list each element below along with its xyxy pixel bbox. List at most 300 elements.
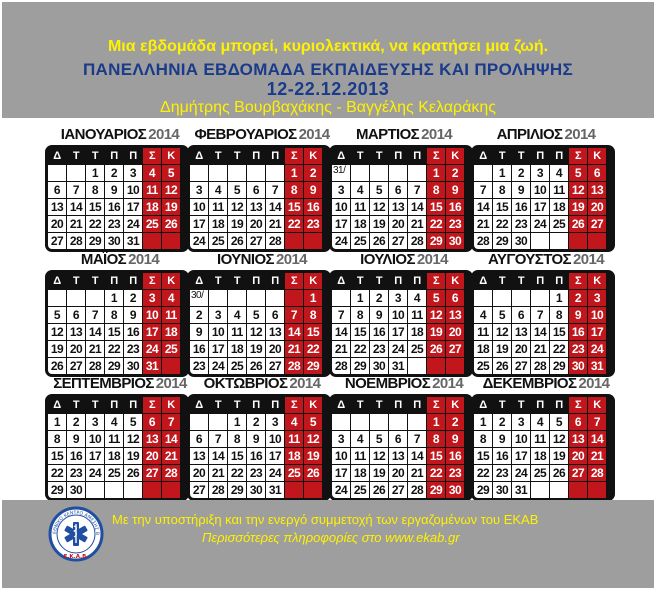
empty-day-cell	[427, 358, 445, 374]
week-row	[48, 324, 186, 341]
day-cell: 23	[446, 216, 464, 232]
month-title	[182, 250, 342, 270]
day-cell: 1	[105, 290, 123, 306]
day-cell: 20	[48, 216, 66, 232]
week-row	[332, 182, 470, 199]
day-cell: 3	[512, 414, 530, 430]
day-cell: 18	[228, 341, 246, 357]
day-cell: 13	[266, 324, 284, 340]
month-grid	[187, 394, 331, 501]
weekday-label: Τ	[493, 397, 511, 413]
weekday-header	[332, 148, 470, 165]
weekday-label: Κ	[304, 273, 322, 289]
weekday-label: Τ	[370, 148, 388, 164]
day-cell: 9	[370, 307, 388, 323]
day-cell: 12	[162, 182, 180, 198]
weekday-header	[190, 273, 328, 290]
day-cell: 18	[285, 448, 303, 464]
day-cell: 5	[370, 182, 388, 198]
month-grid	[187, 270, 331, 377]
day-cell: 5	[569, 165, 587, 181]
month-title	[466, 374, 626, 394]
month-title	[40, 250, 200, 270]
day-cell: 27	[143, 465, 161, 481]
day-cell: 30	[446, 482, 464, 498]
week-row	[332, 482, 470, 498]
month-name: ΑΠΡΙΛΙΟΣ	[496, 126, 563, 143]
day-cell: 2	[446, 165, 464, 181]
month-calendar	[40, 250, 200, 377]
day-cell: 14	[408, 199, 426, 215]
empty-day-cell	[389, 165, 407, 181]
weekday-label: Π	[247, 397, 265, 413]
day-cell: 14	[162, 431, 180, 447]
day-cell: 26	[124, 465, 142, 481]
weekday-header	[48, 148, 186, 165]
day-cell: 27	[190, 482, 208, 498]
day-cell: 26	[550, 465, 568, 481]
day-cell: 12	[247, 324, 265, 340]
day-cell: 13	[569, 431, 587, 447]
day-cell: 19	[370, 465, 388, 481]
day-cell: 28	[209, 482, 227, 498]
day-cell: 25	[408, 341, 426, 357]
day-cell: 28	[531, 358, 549, 374]
day-cell: 10	[332, 448, 350, 464]
day-cell: 13	[247, 199, 265, 215]
authors: Δημήτρης Βουρβαχάκης - Βαγγέλης Κελαράκης	[160, 99, 496, 116]
day-cell: 6	[143, 414, 161, 430]
weekday-label: Τ	[512, 397, 530, 413]
weekday-label: Σ	[285, 273, 303, 289]
week-row	[332, 431, 470, 448]
day-cell: 9	[304, 182, 322, 198]
day-cell: 2	[247, 414, 265, 430]
day-cell: 5	[427, 290, 445, 306]
logo-ring-text: ΕΘΝΙΚΟ ΚΕΝΤΡΟ ΑΜΕΣΗΣ Β	[52, 510, 100, 536]
week-row	[332, 307, 470, 324]
day-cell: 14	[285, 324, 303, 340]
empty-day-cell	[304, 233, 322, 249]
day-cell: 22	[493, 216, 511, 232]
weekday-label: Κ	[162, 273, 180, 289]
day-cell: 15	[493, 199, 511, 215]
day-cell: 29	[351, 358, 369, 374]
weekday-label: Κ	[446, 273, 464, 289]
day-cell: 24	[588, 341, 606, 357]
weekday-label: Π	[105, 397, 123, 413]
day-cell: 22	[427, 216, 445, 232]
weekday-label: Σ	[569, 273, 587, 289]
month-calendar	[182, 250, 342, 377]
day-cell: 8	[304, 307, 322, 323]
day-cell: 2	[190, 307, 208, 323]
day-cell: 26	[162, 216, 180, 232]
empty-day-cell	[285, 290, 303, 306]
weekday-label: Σ	[143, 148, 161, 164]
empty-day-cell	[67, 290, 85, 306]
day-cell: 5	[48, 307, 66, 323]
day-cell: 27	[48, 233, 66, 249]
day-cell: 24	[332, 233, 350, 249]
month-name: ΙΑΝΟΥΑΡΙΟΣ	[60, 126, 147, 143]
day-cell: 12	[370, 448, 388, 464]
day-cell: 5	[550, 414, 568, 430]
weekday-label: Π	[266, 273, 284, 289]
empty-day-cell	[48, 290, 66, 306]
week-row	[190, 307, 328, 324]
day-cell: 16	[512, 199, 530, 215]
day-cell: 10	[86, 431, 104, 447]
day-cell: 28	[408, 482, 426, 498]
day-cell: 25	[351, 233, 369, 249]
weekday-label: Π	[266, 148, 284, 164]
month-title	[182, 125, 342, 145]
day-cell: 19	[162, 199, 180, 215]
weekday-header	[190, 397, 328, 414]
weekday-label: Π	[550, 148, 568, 164]
day-cell: 8	[550, 307, 568, 323]
day-cell: 1	[427, 414, 445, 430]
weekday-label: Κ	[446, 397, 464, 413]
week-row	[48, 216, 186, 233]
day-cell: 24	[190, 233, 208, 249]
day-cell: 18	[351, 216, 369, 232]
week-row	[48, 414, 186, 431]
day-cell: 2	[124, 290, 142, 306]
day-cell: 19	[304, 448, 322, 464]
weekday-label: Τ	[86, 397, 104, 413]
month-year: 2014	[289, 375, 321, 392]
day-cell: 3	[531, 165, 549, 181]
day-cell: 15	[427, 199, 445, 215]
weekday-label: Κ	[588, 148, 606, 164]
month-title	[324, 374, 484, 394]
day-cell: 7	[332, 307, 350, 323]
day-cell: 31	[512, 482, 530, 498]
empty-day-cell	[228, 165, 246, 181]
day-cell: 7	[209, 431, 227, 447]
weekday-label: Κ	[588, 273, 606, 289]
day-cell: 5	[304, 414, 322, 430]
day-cell: 20	[569, 448, 587, 464]
weekday-label: Τ	[209, 148, 227, 164]
empty-day-cell	[190, 414, 208, 430]
empty-day-cell	[512, 290, 530, 306]
weekday-header	[48, 397, 186, 414]
month-name: ΑΥΓΟΥΣΤΟΣ	[488, 251, 571, 268]
empty-day-cell	[86, 482, 104, 498]
day-cell: 27	[389, 482, 407, 498]
empty-day-cell	[351, 414, 369, 430]
day-cell: 24	[266, 465, 284, 481]
week-row	[190, 341, 328, 358]
day-cell: 11	[531, 431, 549, 447]
day-cell: 13	[143, 431, 161, 447]
day-cell: 26	[48, 358, 66, 374]
empty-day-cell	[588, 482, 606, 498]
day-cell: 9	[67, 431, 85, 447]
weekday-label: Τ	[512, 273, 530, 289]
day-cell: 31	[588, 358, 606, 374]
empty-day-cell	[569, 482, 587, 498]
day-cell: 1	[351, 290, 369, 306]
day-cell: 15	[285, 199, 303, 215]
day-cell: 30	[124, 358, 142, 374]
day-cell: 10	[332, 199, 350, 215]
weekday-label: Τ	[512, 148, 530, 164]
empty-day-cell	[304, 482, 322, 498]
day-cell: 15	[351, 324, 369, 340]
day-cell: 13	[190, 448, 208, 464]
day-cell: 4	[209, 182, 227, 198]
day-cell: 19	[48, 341, 66, 357]
sponsor-text: Με την υποστήριξη και την ενεργό συμμετοχή των εργαζομένων του ΕΚΑΒ	[112, 512, 539, 527]
month-grid	[329, 394, 473, 501]
day-cell: 14	[209, 448, 227, 464]
day-cell: 1	[48, 414, 66, 430]
weekday-label: Δ	[190, 148, 208, 164]
week-row	[48, 431, 186, 448]
day-cell: 31	[266, 482, 284, 498]
day-cell: 18	[162, 324, 180, 340]
day-cell: 21	[408, 465, 426, 481]
day-cell: 16	[304, 199, 322, 215]
day-cell: 7	[86, 307, 104, 323]
weekday-label: Τ	[86, 273, 104, 289]
day-cell: 1	[86, 165, 104, 181]
weekday-label: Τ	[370, 397, 388, 413]
info-link[interactable]: Περισσότερες πληροφορίες στο www.ekab.gr	[202, 530, 460, 545]
weekday-header	[474, 273, 612, 290]
weekday-label: Σ	[427, 397, 445, 413]
day-cell: 27	[67, 358, 85, 374]
day-cell: 6	[266, 307, 284, 323]
weekday-header	[332, 273, 470, 290]
day-cell: 24	[389, 341, 407, 357]
day-cell: 30	[370, 358, 388, 374]
weekday-label: Τ	[209, 397, 227, 413]
day-cell: 8	[351, 307, 369, 323]
week-row	[48, 307, 186, 324]
logo-abbr: Ε.Κ.Α.Β.	[63, 554, 89, 560]
weekday-label: Κ	[304, 148, 322, 164]
day-cell: 28	[86, 358, 104, 374]
day-cell: 11	[550, 182, 568, 198]
empty-day-cell	[143, 233, 161, 249]
day-cell: 10	[588, 307, 606, 323]
day-cell: 22	[351, 341, 369, 357]
week-row	[332, 199, 470, 216]
day-cell: 29	[493, 233, 511, 249]
day-cell: 22	[48, 465, 66, 481]
day-cell: 19	[493, 341, 511, 357]
month-title	[40, 125, 200, 145]
month-calendar	[466, 250, 626, 377]
weekday-label: Σ	[427, 273, 445, 289]
day-cell: 19	[228, 216, 246, 232]
week-row	[190, 233, 328, 249]
day-cell: 20	[389, 216, 407, 232]
day-cell: 7	[162, 414, 180, 430]
weekday-label: Π	[408, 273, 426, 289]
empty-day-cell	[389, 414, 407, 430]
day-cell: 25	[531, 465, 549, 481]
empty-day-cell	[474, 165, 492, 181]
weekday-label: Τ	[351, 397, 369, 413]
day-cell: 22	[304, 341, 322, 357]
month-calendar	[324, 374, 484, 501]
day-cell: 17	[389, 324, 407, 340]
day-cell: 7	[408, 182, 426, 198]
weekday-label: Τ	[209, 273, 227, 289]
day-cell: 17	[512, 448, 530, 464]
day-cell: 16	[190, 341, 208, 357]
month-year: 2014	[416, 251, 448, 268]
month-calendar	[182, 374, 342, 501]
week-row	[332, 448, 470, 465]
weekday-label: Π	[105, 273, 123, 289]
day-cell: 24	[531, 216, 549, 232]
week-row	[474, 290, 612, 307]
month-grid	[329, 145, 473, 252]
day-cell: 4	[408, 290, 426, 306]
day-cell: 4	[550, 165, 568, 181]
header-banner	[2, 2, 654, 118]
day-cell: 11	[105, 431, 123, 447]
week-row	[474, 465, 612, 482]
empty-day-cell	[285, 233, 303, 249]
day-cell: 2	[304, 165, 322, 181]
day-cell: 14	[531, 324, 549, 340]
weekday-label: Δ	[48, 397, 66, 413]
day-cell: 20	[588, 199, 606, 215]
day-cell: 10	[266, 431, 284, 447]
day-cell: 6	[190, 431, 208, 447]
day-cell: 27	[512, 358, 530, 374]
day-cell: 27	[569, 465, 587, 481]
day-cell: 22	[105, 341, 123, 357]
day-cell: 15	[86, 199, 104, 215]
day-cell: 17	[124, 199, 142, 215]
day-cell: 15	[474, 448, 492, 464]
day-cell: 18	[351, 465, 369, 481]
weekday-header	[190, 148, 328, 165]
weekday-label: Δ	[332, 148, 350, 164]
day-cell: 26	[304, 465, 322, 481]
week-row	[474, 216, 612, 233]
day-cell: 21	[285, 341, 303, 357]
day-cell: 18	[408, 324, 426, 340]
day-cell: 29	[550, 358, 568, 374]
week-row	[48, 482, 186, 498]
month-grid	[45, 270, 189, 377]
day-cell: 7	[588, 414, 606, 430]
day-cell: 11	[474, 324, 492, 340]
empty-day-cell	[247, 165, 265, 181]
day-cell: 29	[228, 482, 246, 498]
day-cell: 14	[332, 324, 350, 340]
day-cell: 4	[351, 431, 369, 447]
day-cell: 26	[427, 341, 445, 357]
empty-day-cell	[67, 165, 85, 181]
week-row	[48, 358, 186, 374]
week-row	[332, 465, 470, 482]
day-cell: 14	[588, 431, 606, 447]
day-cell: 19	[247, 341, 265, 357]
month-name: ΦΕΒΡΟΥΑΡΙΟΣ	[194, 126, 297, 143]
day-cell: 27	[266, 358, 284, 374]
day-cell: 29	[427, 233, 445, 249]
day-cell: 24	[209, 358, 227, 374]
day-cell: 4	[105, 414, 123, 430]
empty-day-cell	[531, 290, 549, 306]
week-row	[48, 341, 186, 358]
day-cell: 15	[304, 324, 322, 340]
day-cell: 24	[512, 465, 530, 481]
empty-day-cell	[124, 482, 142, 498]
day-cell: 20	[389, 465, 407, 481]
week-row	[190, 465, 328, 482]
day-cell: 29	[105, 358, 123, 374]
day-cell: 9	[569, 307, 587, 323]
week-row	[190, 199, 328, 216]
empty-day-cell	[209, 414, 227, 430]
day-cell: 28	[285, 358, 303, 374]
week-row	[332, 358, 470, 374]
day-cell	[190, 290, 208, 306]
week-row	[332, 165, 470, 182]
day-cell: 7	[531, 307, 549, 323]
day-cell: 14	[474, 199, 492, 215]
month-year: 2014	[421, 126, 453, 143]
day-cell: 14	[67, 199, 85, 215]
week-row	[474, 165, 612, 182]
campaign-dates: 12-22.12.2013	[266, 79, 390, 99]
day-cell: 24	[332, 482, 350, 498]
weekday-label: Π	[124, 397, 142, 413]
day-cell: 15	[550, 324, 568, 340]
empty-day-cell	[408, 358, 426, 374]
day-cell: 25	[550, 216, 568, 232]
empty-day-cell	[351, 165, 369, 181]
day-cell	[332, 165, 350, 181]
day-cell: 25	[228, 358, 246, 374]
day-cell: 21	[332, 341, 350, 357]
day-cell: 25	[105, 465, 123, 481]
day-cell: 21	[474, 216, 492, 232]
day-cell: 1	[493, 165, 511, 181]
day-cell: 16	[493, 448, 511, 464]
empty-day-cell	[550, 482, 568, 498]
day-cell: 20	[446, 324, 464, 340]
day-cell: 10	[531, 182, 549, 198]
day-cell: 27	[446, 341, 464, 357]
weekday-label: Κ	[446, 148, 464, 164]
weekday-label: Π	[389, 273, 407, 289]
weekday-label: Σ	[569, 397, 587, 413]
empty-day-cell	[408, 165, 426, 181]
month-calendar	[182, 125, 342, 252]
day-cell: 2	[105, 165, 123, 181]
day-cell: 26	[569, 216, 587, 232]
day-cell: 24	[143, 341, 161, 357]
day-cell: 16	[105, 199, 123, 215]
day-cell: 9	[446, 182, 464, 198]
day-cell: 16	[124, 324, 142, 340]
day-cell: 3	[389, 290, 407, 306]
empty-day-cell	[332, 290, 350, 306]
